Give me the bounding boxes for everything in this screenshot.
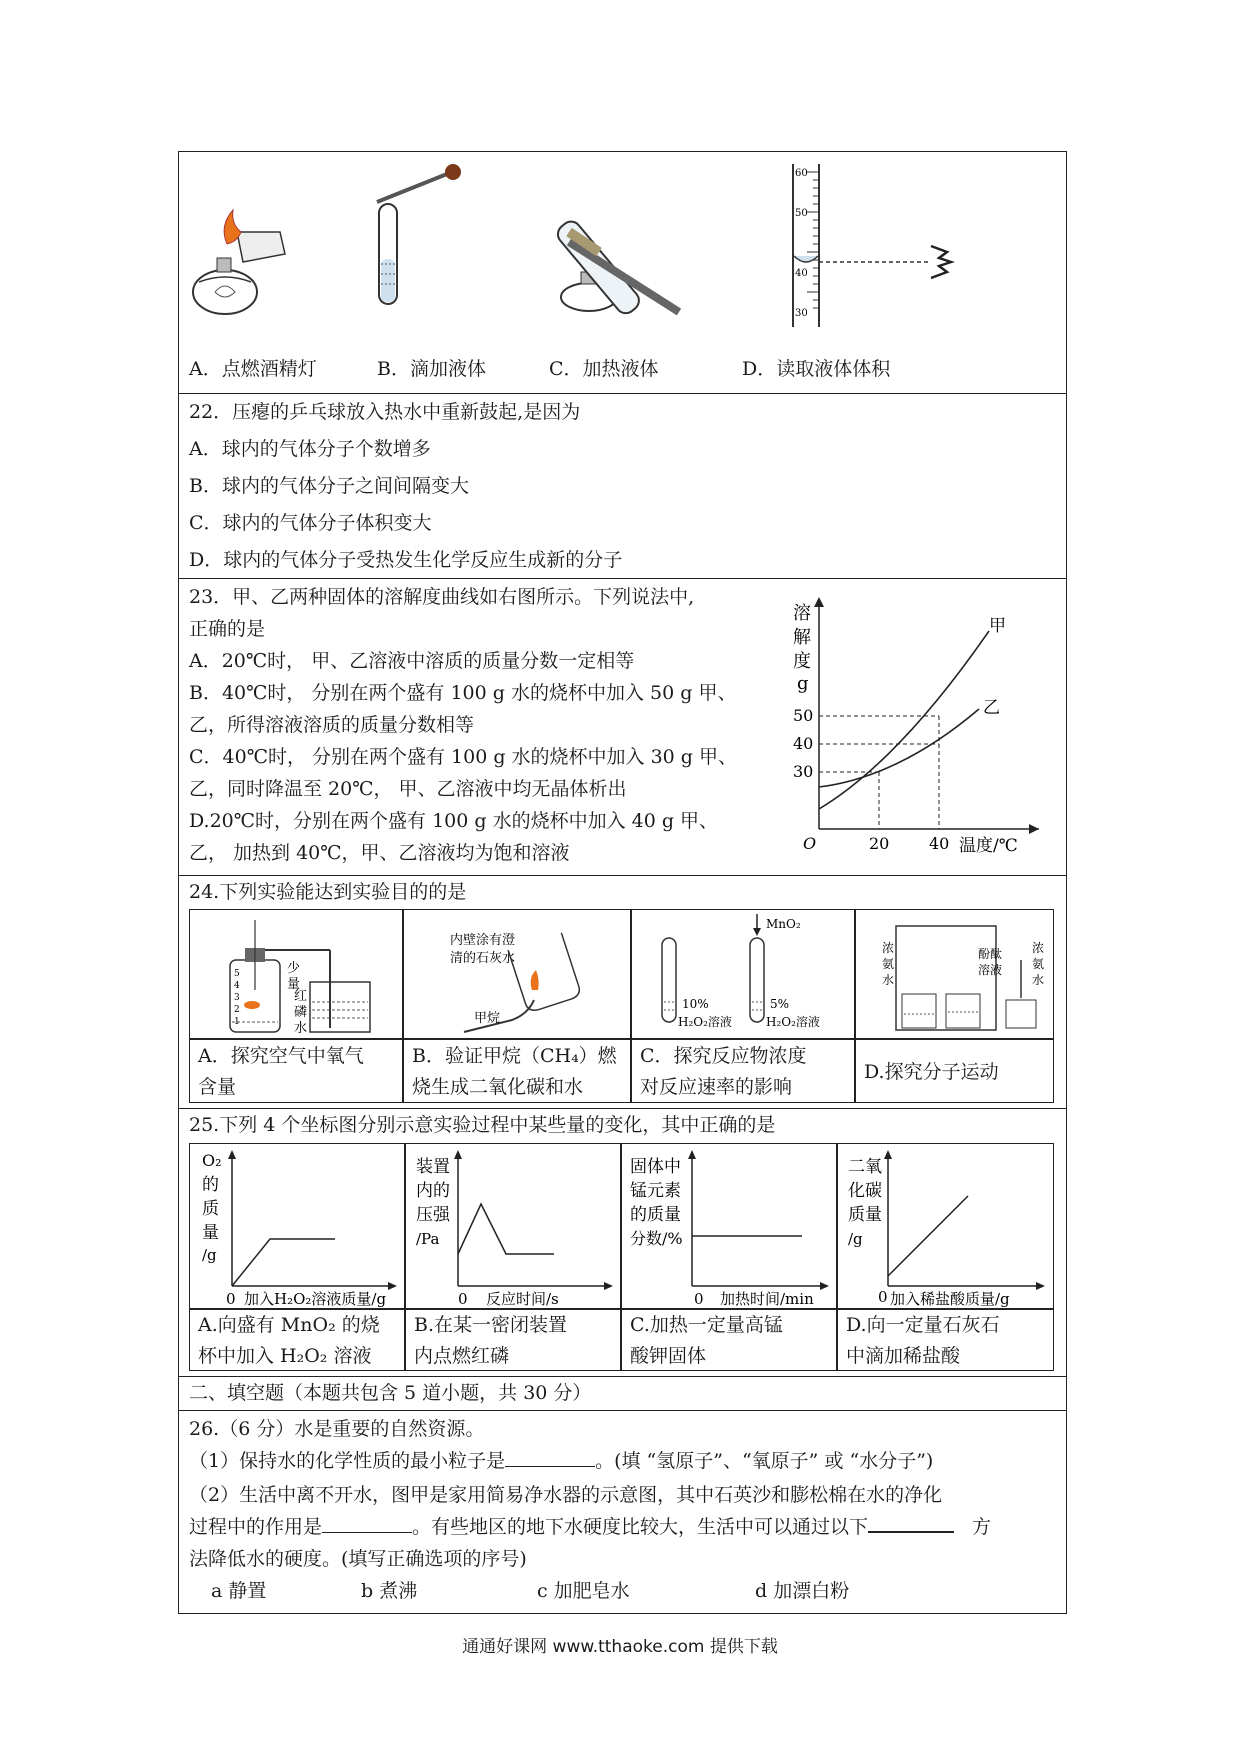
- q25-caption-b: [405, 1309, 621, 1371]
- y-tick-50: 50: [793, 706, 814, 725]
- y-tick-40: 40: [793, 734, 814, 753]
- figD-label-2: 氨: [882, 957, 895, 971]
- q21-option-d: D．读取液体体积: [742, 358, 891, 380]
- alcohol-lamp-lighting-figure: [185, 192, 295, 322]
- y-axis-char-3: 度: [793, 651, 811, 672]
- figB-label-3: 甲烷: [474, 1011, 501, 1026]
- q26-choice-b: b 煮沸: [361, 1580, 418, 1602]
- y-axis-char-4: g: [797, 673, 809, 694]
- q22-option-d: D．球内的气体分子受热发生化学反应生成新的分子: [189, 549, 623, 571]
- graph-c-origin: 0: [694, 1290, 704, 1308]
- figA-tick-4: 4: [234, 981, 240, 991]
- figC-label-h2o2-b: H₂O₂溶液: [766, 1015, 820, 1029]
- q24-caption-d-line1: D.探究分子运动: [864, 1061, 999, 1083]
- question-frame: [178, 151, 1067, 1614]
- x-axis-label: 温度/℃: [959, 836, 1018, 856]
- q25-caption-d-line2: 中滴加稀盐酸: [846, 1345, 961, 1367]
- q23-line-9: 乙， 加热到 40℃，甲、乙溶液均为饱和溶液: [189, 842, 570, 864]
- q24-caption-c-line2: 对反应速率的影响: [640, 1076, 793, 1098]
- q23-line-7: 乙，同时降温至 20℃， 甲、乙溶液中均无晶体析出: [189, 778, 627, 800]
- q24-stem: 24.下列实验能达到实验目的的是: [189, 881, 467, 903]
- graph-a-ylabel-3: 质: [202, 1199, 219, 1219]
- q21-option-a: A．点燃酒精灯: [189, 358, 317, 380]
- y-axis-char-2: 解: [793, 627, 811, 648]
- q25-graph-c: [621, 1143, 837, 1309]
- q24-caption-b-line2: 烧生成二氧化碳和水: [412, 1076, 584, 1098]
- q26-choice-d: d 加漂白粉: [755, 1580, 850, 1602]
- q26-part2-line2: [189, 1515, 991, 1539]
- q23-line-3: A．20℃时， 甲、乙溶液中溶质的质量分数一定相等: [189, 650, 635, 672]
- figD-label-6: 浓: [1032, 941, 1045, 955]
- q26-answer-blank-2[interactable]: [322, 1515, 412, 1533]
- q24-fig-b: [403, 909, 631, 1039]
- figB-label-1: 内壁涂有澄: [450, 933, 516, 948]
- q21-option-c: C．加热液体: [549, 358, 659, 380]
- q25-caption-d-line1: D.向一定量石灰石: [846, 1314, 1000, 1336]
- figA-label-4: 磷: [294, 1005, 308, 1020]
- graph-b-ylabel-3: 压强: [416, 1205, 450, 1225]
- graph-c-ylabel-3: 的质量: [630, 1205, 681, 1225]
- q25-graph-d: [837, 1143, 1054, 1309]
- graph-a-origin: 0: [226, 1290, 236, 1308]
- graph-d-ylabel-3: 质量: [848, 1205, 882, 1225]
- q26-stem: 26.（6 分）水是重要的自然资源。: [189, 1418, 485, 1440]
- q26-choice-c: c 加肥皂水: [537, 1580, 630, 1602]
- graph-d-xlabel: 加入稀盐酸质量/g: [890, 1290, 1010, 1308]
- q22-option-a: A．球内的气体分子个数增多: [189, 438, 431, 460]
- q26-choice-a: a 静置: [211, 1580, 267, 1602]
- figC-label-mno2: MnO₂: [766, 917, 801, 931]
- graph-d-ylabel-4: /g: [848, 1230, 863, 1248]
- figC-label-10pct: 10%: [682, 997, 709, 1011]
- figA-tick-3: 3: [234, 993, 240, 1003]
- cylinder-tick-50: 50: [795, 208, 808, 219]
- q25-graph-a: [189, 1143, 405, 1309]
- solubility-curve-graph: [789, 591, 1059, 861]
- graph-b-ylabel-1: 装置: [416, 1157, 450, 1177]
- figD-label-8: 水: [1032, 973, 1045, 987]
- y-axis-char-1: 溶: [793, 603, 811, 624]
- graph-b-ylabel-4: /Pa: [416, 1230, 440, 1248]
- q22-stem: 22．压瘪的乒乓球放入热水中重新鼓起,是因为: [189, 401, 581, 423]
- graph-a-xlabel: 加入H₂O₂溶液质量/g: [244, 1290, 387, 1308]
- q25-caption-b-line1: B.在某一密闭装置: [414, 1314, 568, 1336]
- graph-b-xlabel: 反应时间/s: [486, 1290, 559, 1308]
- graph-a-ylabel-1: O₂: [202, 1151, 222, 1170]
- graph-d-ylabel-1: 二氧: [848, 1157, 882, 1177]
- q24-caption-b-line1: B．验证甲烷（CH₄）燃: [412, 1045, 617, 1067]
- x-tick-40: 40: [929, 834, 950, 853]
- q24-row: [179, 876, 1066, 1109]
- q25-caption-a-line1: A.向盛有 MnO₂ 的烧: [198, 1314, 380, 1336]
- q23-line-6: C．40℃时， 分别在两个盛有 100 g 水的烧杯中加入 30 g 甲、: [189, 746, 738, 768]
- figC-label-h2o2-a: H₂O₂溶液: [678, 1015, 732, 1029]
- graph-b-origin: 0: [458, 1290, 468, 1308]
- q23-line-5: 乙，所得溶液溶质的质量分数相等: [189, 714, 475, 736]
- q25-row: [179, 1109, 1066, 1377]
- q26-part2-line1: （2）生活中离不开水，图甲是家用简易净水器的示意图，其中石英沙和膨松棉在水的净化: [189, 1484, 943, 1506]
- section2-row: [179, 1377, 1066, 1411]
- graph-c-ylabel-2: 锰元素: [630, 1181, 681, 1201]
- q24-caption-c: [631, 1039, 855, 1103]
- heating-liquid-figure: [539, 172, 699, 322]
- graph-c-ylabel-1: 固体中: [630, 1157, 681, 1177]
- figD-label-4: 酚酞: [978, 947, 1003, 961]
- figD-label-1: 浓: [882, 941, 895, 955]
- q23-row: [179, 579, 1066, 876]
- q26-part2-line3: 法降低水的硬度。(填写正确选项的序号): [189, 1548, 527, 1570]
- q24-caption-c-line1: C．探究反应物浓度: [640, 1045, 807, 1067]
- figA-label-2: 量: [287, 977, 301, 992]
- q25-stem: 25.下列 4 个坐标图分别示意实验过程中某些量的变化，其中正确的是: [189, 1114, 776, 1136]
- graph-c-xlabel: 加热时间/min: [720, 1290, 814, 1308]
- q25-graph-b: [405, 1143, 621, 1309]
- q26-part2-line2-b: 。有些地区的地下水硬度比较大，生活中可以通过以下: [412, 1516, 869, 1538]
- q24-fig-c: [631, 909, 855, 1039]
- q23-line-4: B．40℃时， 分别在两个盛有 100 g 水的烧杯中加入 50 g 甲、: [189, 682, 737, 704]
- figD-label-7: 氨: [1032, 957, 1045, 971]
- q25-caption-c: [621, 1309, 837, 1371]
- q22-option-b: B．球内的气体分子之间间隔变大: [189, 475, 469, 497]
- figA-tick-1: 1: [234, 1017, 240, 1027]
- figC-label-5pct: 5%: [770, 997, 790, 1011]
- figA-tick-2: 2: [234, 1005, 240, 1015]
- figB-label-2: 清的石灰水: [450, 951, 516, 966]
- q25-caption-b-line2: 内点燃红磷: [414, 1345, 510, 1367]
- graph-a-ylabel-4: 量: [202, 1223, 219, 1243]
- graph-d-ylabel-2: 化碳: [848, 1181, 882, 1201]
- q26-part2-line2-a: 过程中的作用是: [189, 1516, 323, 1538]
- measuring-cylinder-figure: [769, 162, 999, 342]
- q24-fig-d: [855, 909, 1054, 1039]
- graph-c-ylabel-4: 分数/%: [630, 1229, 683, 1248]
- q21-option-b: B．滴加液体: [377, 358, 486, 380]
- graph-a-ylabel-2: 的: [202, 1175, 219, 1195]
- q26-part1: [189, 1449, 933, 1473]
- curve-jia-label: 甲: [989, 616, 1006, 636]
- q24-caption-d: [855, 1039, 1054, 1103]
- q26-area: [179, 1411, 1066, 1615]
- q23-line-1: 23．甲、乙两种固体的溶解度曲线如右图所示。下列说法中,: [189, 586, 695, 608]
- dropper-test-tube-figure: [369, 164, 479, 314]
- footer-download-note: 通通好课网 www.tthaoke.com 提供下载: [462, 1637, 778, 1657]
- q21-row: [179, 152, 1066, 394]
- q24-caption-a-line2: 含量: [198, 1076, 237, 1098]
- section2-title: 二、填空题（本题共包含 5 道小题，共 30 分）: [189, 1382, 592, 1404]
- graph-a-ylabel-5: /g: [202, 1246, 217, 1264]
- q24-caption-a: [189, 1039, 403, 1103]
- x-tick-20: 20: [869, 834, 890, 853]
- origin-label: O: [803, 834, 817, 853]
- curve-yi: [819, 709, 979, 787]
- q25-caption-d: [837, 1309, 1054, 1371]
- q26-part1-a: （1）保持水的化学性质的最小粒子是: [189, 1450, 506, 1472]
- q22-row: [179, 394, 1066, 579]
- graph-d-origin: 0: [878, 1288, 888, 1306]
- figA-label-1: 少: [287, 961, 301, 976]
- q24-caption-a-line1: A．探究空气中氧气: [198, 1045, 364, 1067]
- q26-part2-line2-c: 方: [972, 1516, 992, 1538]
- figA-tick-5: 5: [234, 969, 240, 979]
- y-tick-30: 30: [793, 762, 814, 781]
- cylinder-tick-40: 40: [795, 268, 808, 279]
- figA-label-3: 红: [294, 989, 308, 1004]
- figA-label-5: 水: [294, 1021, 308, 1036]
- figD-label-5: 溶液: [978, 963, 1003, 977]
- q22-option-c: C．球内的气体分子体积变大: [189, 512, 432, 534]
- q26-answer-blank-3[interactable]: [868, 1515, 954, 1533]
- q25-caption-c-line2: 酸钾固体: [630, 1345, 707, 1367]
- graph-b-ylabel-2: 内的: [416, 1181, 450, 1201]
- q24-fig-a: [189, 909, 403, 1039]
- q25-caption-a: [189, 1309, 405, 1371]
- q26-part1-b: 。(填 “氢原子”、“氧原子” 或 “水分子”): [595, 1450, 934, 1472]
- cylinder-tick-30: 30: [795, 308, 808, 319]
- cylinder-tick-60: 60: [795, 168, 808, 179]
- figD-label-3: 水: [882, 973, 895, 987]
- curve-yi-label: 乙: [983, 698, 1000, 718]
- q25-caption-a-line2: 杯中加入 H₂O₂ 溶液: [198, 1345, 372, 1367]
- q23-line-8: D.20℃时，分别在两个盛有 100 g 水的烧杯中加入 40 g 甲、: [189, 810, 719, 832]
- q26-answer-blank-1[interactable]: [505, 1449, 595, 1467]
- q24-caption-b: [403, 1039, 631, 1103]
- q25-caption-c-line1: C.加热一定量高锰: [630, 1314, 783, 1336]
- q23-line-2: 正确的是: [189, 618, 266, 640]
